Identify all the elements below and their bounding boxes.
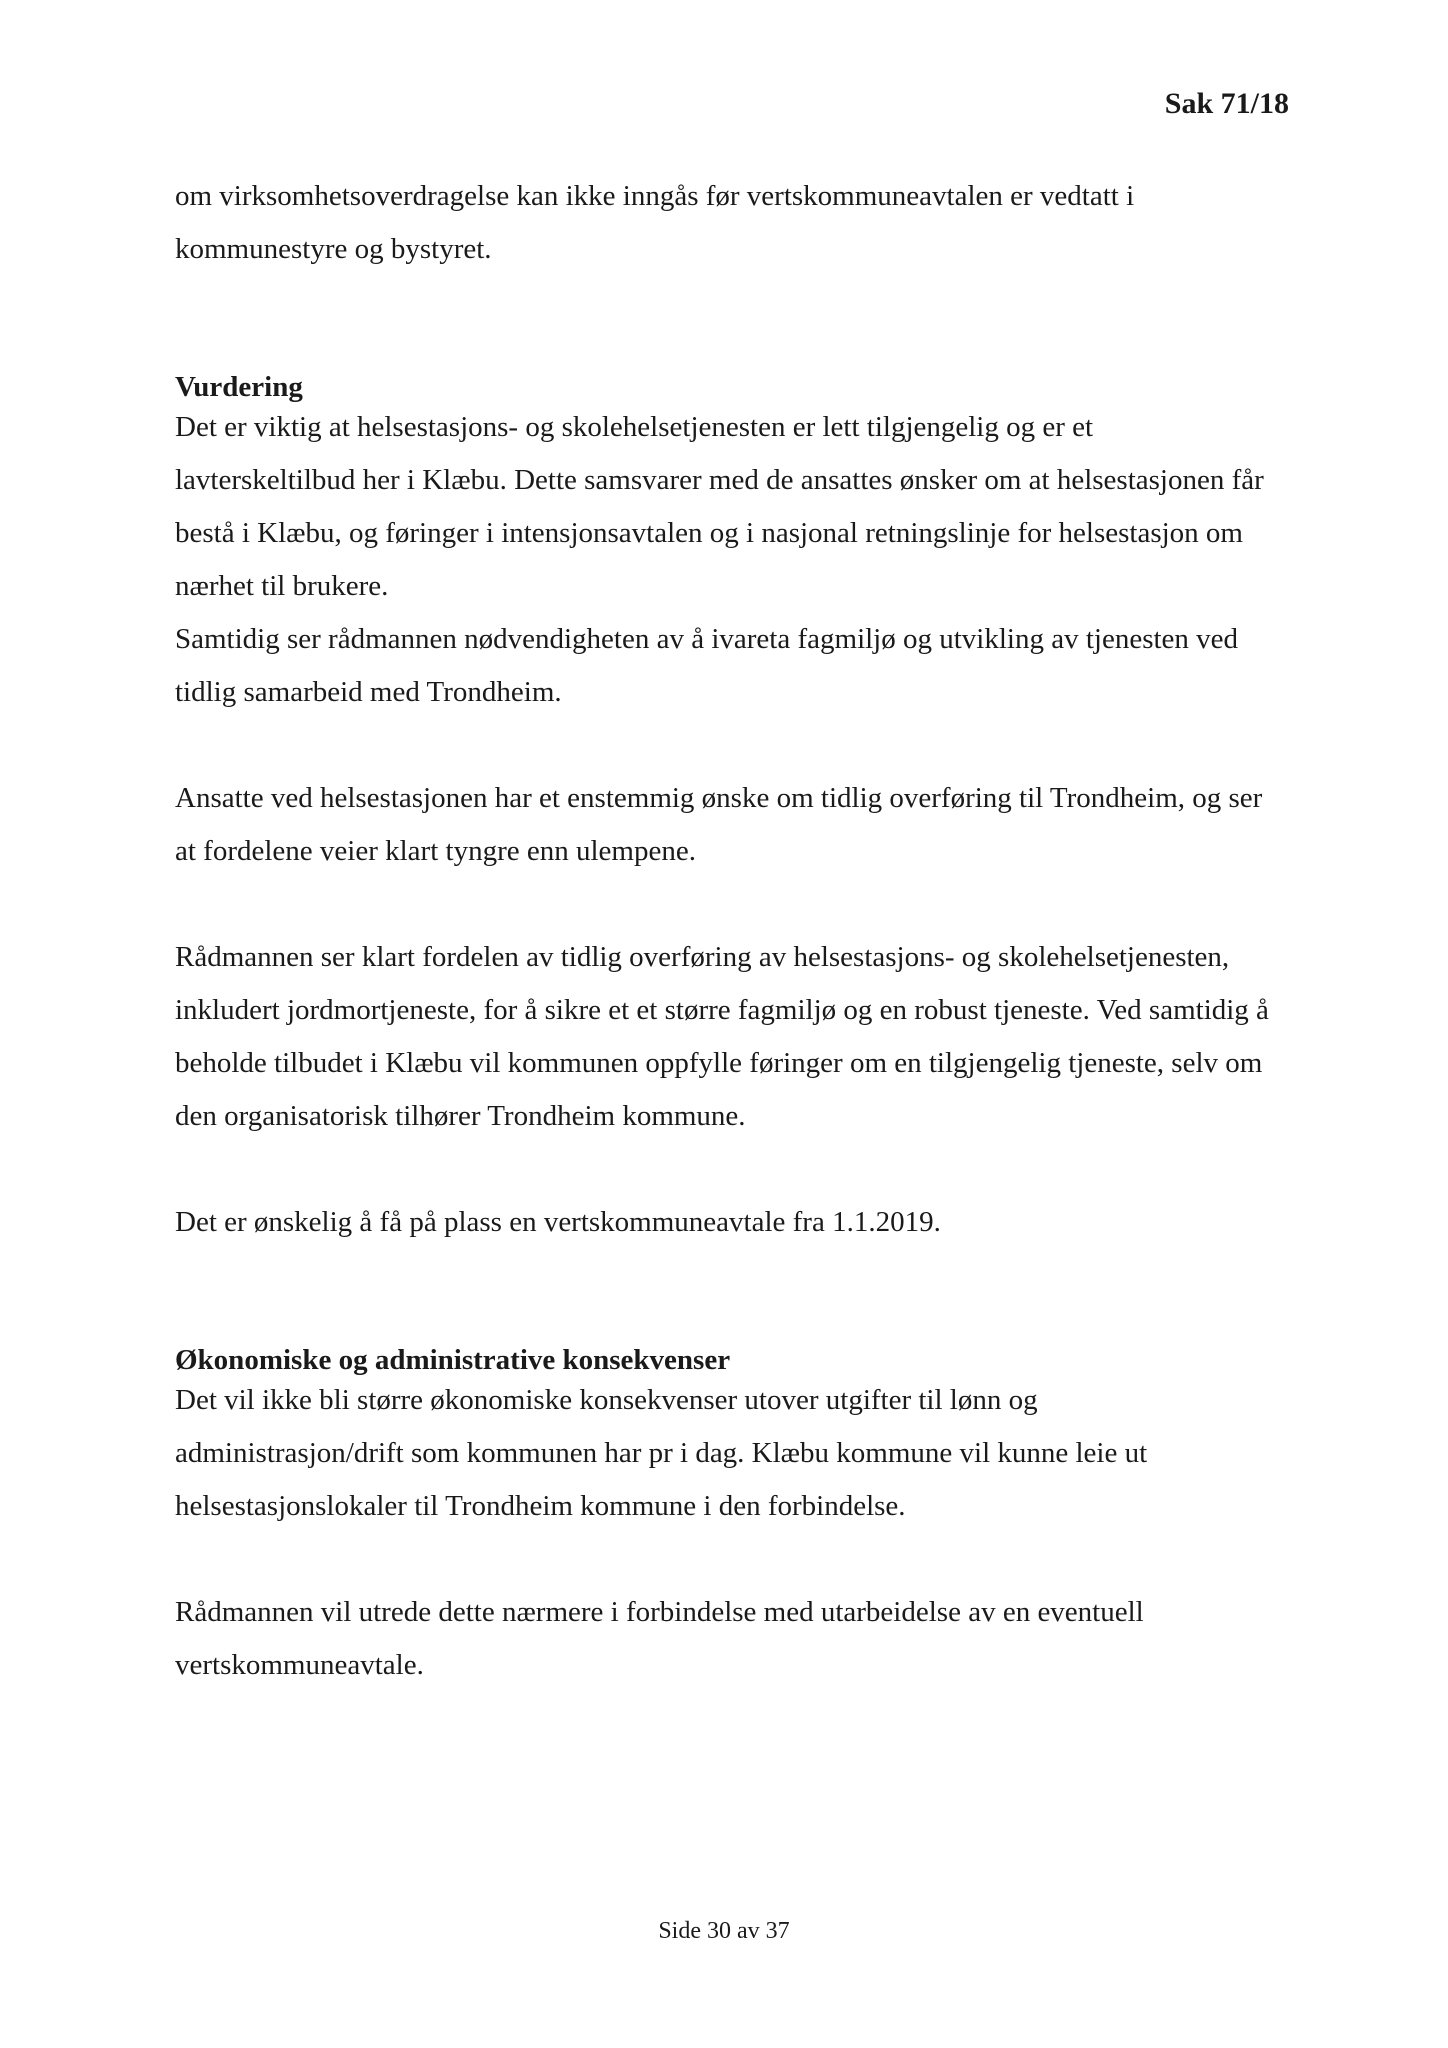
text-line: kommunestyre og bystyret. <box>175 233 492 265</box>
paragraph-spacer <box>175 719 1295 772</box>
document-body <box>175 170 1295 1692</box>
text-line: Rådmannen ser klart fordelen av tidlig overføring av helsestasjons- og skolehelsetjenesten, <box>175 941 1230 973</box>
text-line: Det er viktig at helsestasjons- og skolehelsetjenesten er lett tilgjengelig og er et <box>175 411 1094 443</box>
text-line: Rådmannen vil utrede dette nærmere i forbindelse med utarbeidelse av en eventuell <box>175 1596 1144 1628</box>
text-line: Ansatte ved helsestasjonen har et enstemmig ønske om tidlig overføring til Trondheim, og ser <box>175 782 1263 814</box>
paragraph <box>175 772 1295 878</box>
text-line: Det vil ikke bli større økonomiske konsekvenser utover utgifter til lønn og <box>175 1384 1038 1416</box>
page-number: Side 30 av 37 <box>658 1918 790 1944</box>
section-spacer <box>175 1249 1295 1343</box>
paragraph <box>175 401 1295 719</box>
text-line: inkludert jordmortjeneste, for å sikre et et større fagmiljø og en robust tjeneste. Ved samtidig å <box>175 994 1269 1026</box>
section-konsekvenser <box>175 1343 1295 1692</box>
text-line: den organisatorisk tilhører Trondheim kommune. <box>175 1100 746 1132</box>
paragraph <box>175 931 1295 1143</box>
paragraph-spacer <box>175 878 1295 931</box>
text-line: tidlig samarbeid med Trondheim. <box>175 676 562 708</box>
case-number: Sak 71/18 <box>1164 87 1289 120</box>
section-spacer <box>175 276 1295 370</box>
text-line: at fordelene veier klart tyngre enn ulempene. <box>175 835 696 867</box>
paragraph-spacer <box>175 1533 1295 1586</box>
text-line: vertskommuneavtale. <box>175 1649 424 1681</box>
section-heading-konsekvenser: Økonomiske og administrative konsekvenser <box>175 1344 731 1376</box>
text-line: lavterskeltilbud her i Klæbu. Dette samsvarer med de ansattes ønsker om at helsestasjonen får <box>175 464 1264 496</box>
text-line: beholde tilbudet i Klæbu vil kommunen oppfylle føringer om en tilgjengelig tjeneste, selv om <box>175 1047 1263 1079</box>
text-line: nærhet til brukere. <box>175 570 389 602</box>
paragraph <box>175 1374 1295 1533</box>
paragraph <box>175 1196 1295 1249</box>
text-line: administrasjon/drift som kommunen har pr i dag. Klæbu kommune vil kunne leie ut <box>175 1437 1148 1469</box>
text-line: bestå i Klæbu, og føringer i intensjonsavtalen og i nasjonal retningslinje for helsestasjon om <box>175 517 1243 549</box>
intro-paragraph <box>175 170 1295 276</box>
text-line: helsestasjonslokaler til Trondheim kommune i den forbindelse. <box>175 1490 906 1522</box>
text-line: Samtidig ser rådmannen nødvendigheten av å ivareta fagmiljø og utvikling av tjenesten ved <box>175 623 1239 655</box>
paragraph <box>175 1586 1295 1692</box>
section-vurdering <box>175 370 1295 1249</box>
text-line: Det er ønskelig å få på plass en vertskommuneavtale fra 1.1.2019. <box>175 1206 941 1238</box>
section-heading-vurdering: Vurdering <box>175 371 303 403</box>
text-line: om virksomhetsoverdragelse kan ikke inngås før vertskommuneavtalen er vedtatt i <box>175 180 1135 212</box>
paragraph-spacer <box>175 1143 1295 1196</box>
